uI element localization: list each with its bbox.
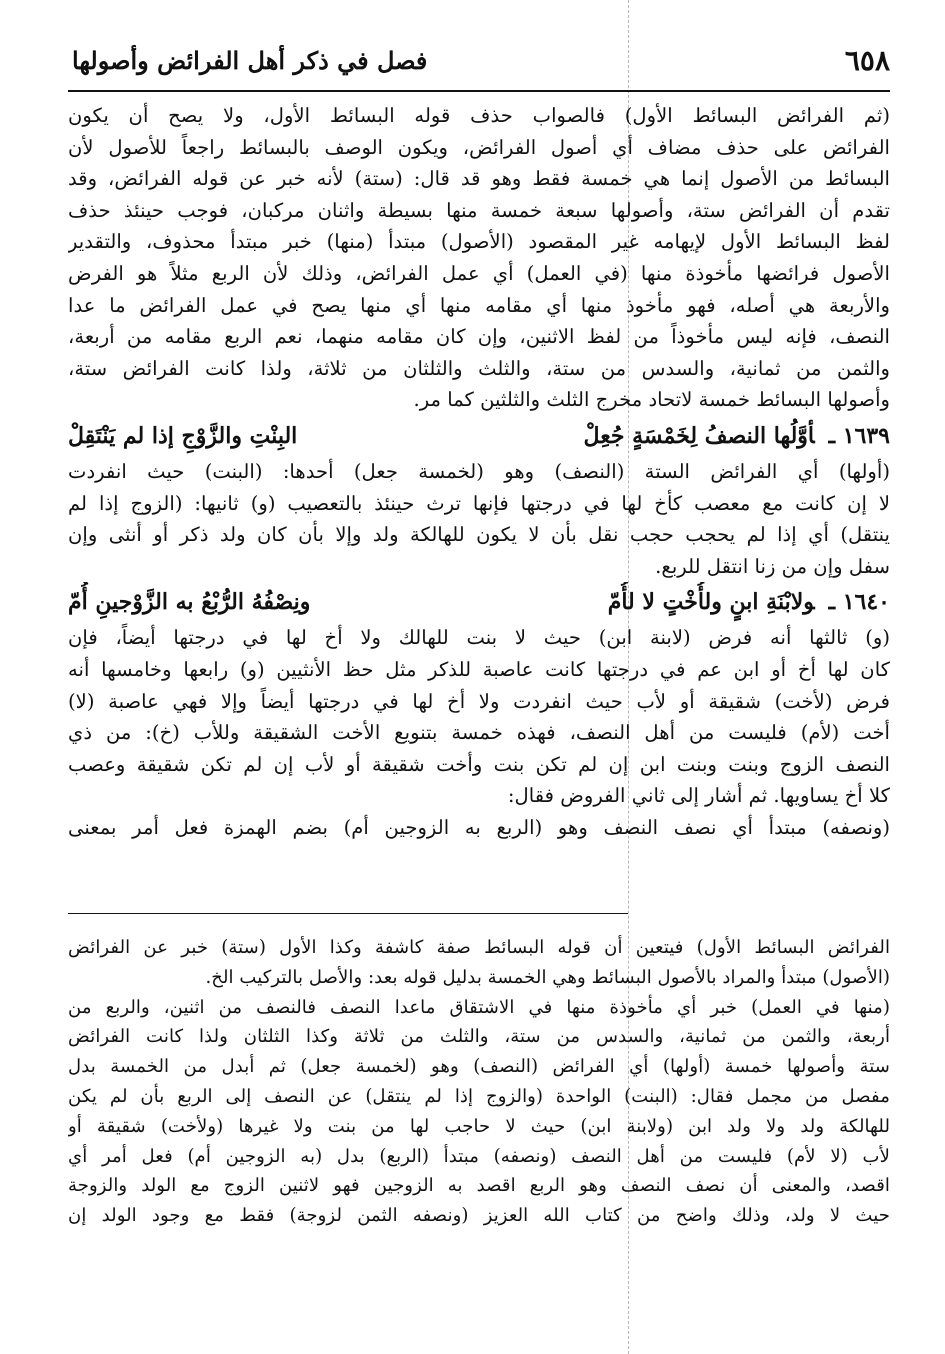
verse-first-hemistich [479, 582, 890, 622]
verse-first-hemistich-text: أوَّلُها النصفُ لِخَمْسَةٍ جُعِلْ [583, 422, 815, 449]
text-line: كلا أخ يساويها. ثم أشار إلى ثاني الفروض فقال: [507, 784, 890, 808]
text-line: كان لها أخ أو ابن عم في درجتها كانت عاصبة للذكر مثل حظ الأنثيين (و) رابعها وخامسها أنه [68, 657, 890, 681]
book-page [68, 38, 890, 1338]
text-line: البسائط من الأصول إنما هي خمسة فقط وهو قد قال: (ستة) لأنه خبر عن قوله الفرائض، وقد [68, 167, 890, 191]
verse-number: ١٦٣٩ ـ [828, 422, 890, 449]
verse-first-hemistich [479, 416, 890, 456]
footnote-line: أربعة، والثمن من ثمانية، والسدس من ستة، والثلث من ثلاثة وكذا الثلثان ولذا كانت الفرائض [68, 1026, 890, 1048]
header-rule [68, 90, 890, 92]
text-line: أخت (لأم) فليست من أهل النصف، فهذه خمسة بتنويع الأخت الشقيقة وللأب (خ): من ذي [68, 721, 890, 745]
footnote-line: للهالكة ولد ولا ولد ابن (ولابنة ابن) حيث لا حاجب لها من بنت ولا غيرها (ولأخت) شقيقة أو [68, 1115, 890, 1137]
footnote-line: (منها في العمل) خبر أي مأخوذة منها في الاشتقاق ماعدا النصف فالنصف من اثنين، والربع من [68, 996, 890, 1018]
footnote-line: الفرائض البسائط الأول) فيتعين أن قوله البسائط صفة كاشفة وكذا الأول (ستة) خبر عن الفرائض [68, 937, 890, 958]
text-line: (ونصفه) مبتدأ أي نصف النصف وهو (الربع به الزوجين أم) بضم الهمزة فعل أمر بمعنى [68, 815, 890, 839]
footnote-line: حيث لا ولد، وذلك واضح من كتاب الله العزيز (ونصفه الثمن لزوجة) فقط مع وجود الولد إن [68, 1205, 890, 1227]
footnotes [68, 933, 890, 1231]
footnote-separator [68, 913, 628, 914]
text-line: ينتقل) أي إذا لم يحجب حجب نقل بأن لا يكون للهالكة ولد وإلا بأن كان ولد ذكر أو أنثى وإن [68, 523, 890, 547]
text-line: الفرائض على حذف مضاف أي أصول الفرائض، ويكون الوصف بالبسائط راجعاً للأصول لأن [68, 135, 890, 159]
verse-first-hemistich-text: ولابْنَةِ ابنٍ ولأُخْتٍ لا لأُمّ [607, 589, 815, 616]
text-line: والثمن من ثمانية، والسدس من ستة، والثلث والثلثان من ثلاثة، ولذا كانت الفرائض ستة، [68, 356, 890, 380]
text-line: سفل وإن من زنا انتقل للربع. [655, 554, 890, 578]
verse-1639 [68, 416, 890, 456]
text-line: فرض (لأخت) شقيقة أو لأب حيث انفردت ولا أخ لها في درجتها أيضاً وإلا فهي عاصبة (لا) [68, 689, 890, 713]
verse-1640 [68, 582, 890, 622]
text-line: وأصولها البسائط خمسة لاتحاد مخرج الثلث والثلثين كما مر. [413, 388, 890, 412]
footnote-paragraph [68, 933, 890, 1231]
text-line: النصف، فإنه ليس مأخوذاً من لفظ الاثنين، وإن كان مقامه منهما، نعم الربع مقامه من أربعة، [68, 325, 890, 349]
footnote-line: مفصل من مجمل فقال: (البنت) الواحدة (والزوج إذا لم ينتقل) عن النصف إلى الربع بأن لم يكن [68, 1085, 890, 1107]
text-line: والأربعة هي أصله، فهو مأخوذ منها أي مقامه منها أي منها يصح في عمل الفرائض ما عدا [68, 293, 890, 317]
page-number: ٦٥٨ [844, 44, 890, 77]
text-line: تقدم أن الفرائض ستة، وأصولها سبعة خمسة منها بسيطة واثنان مركبان، فوجب حينئذ حذف [68, 198, 890, 222]
commentary-paragraph-2 [68, 456, 890, 582]
text-line: الأصول فرائضها مأخوذة منها (في العمل) أي عمل الفرائض، وذلك لأن الربع مثلاً هو الفرض [68, 261, 890, 285]
verse-number: ١٦٤٠ ـ [828, 589, 890, 616]
footnote-line: لأب (لا لأم) فليست من أهل النصف (ونصفه) مبتدأ (الربع) بدل (به الزوجين أم) فعل أمر أي [68, 1145, 890, 1167]
footnote-line: اقصد، والمعنى أن نصف النصف وهو الربع اقصد به الزوجين فهو لاثنين الزوج مع الولد والزوجة [68, 1175, 890, 1197]
text-line: النصف الزوج وبنت وبنت ابن إن لم تكن بنت وأخت شقيقة أو لأب إن لم تكن شقيقة وعصب [68, 752, 890, 776]
main-text [68, 100, 890, 843]
text-line: (أولها) أي الفرائض الستة (النصف) وهو (لخمسة جعل) أحدها: (البنت) حيث انفردت [68, 459, 890, 483]
verse-second-hemistich: ونِصْفُهُ الرُّبْعُ به الزَّوْجينِ أُمّ [68, 589, 311, 616]
commentary-paragraph-3 [68, 622, 890, 843]
page-header [68, 38, 890, 88]
footnote-line: (الأصول) مبتدأ والمراد بالأصول البسائط وهي الخمسة بدليل قوله بعد: والأصل بالتركيب الخ. [205, 966, 890, 988]
running-title: فصل في ذكر أهل الفرائض وأصولها [72, 46, 428, 75]
text-line: (و) ثالثها أنه فرض (لابنة ابن) حيث لا بنت للهالك ولا أخ لها في درجتها أيضاً، فإن [68, 626, 890, 650]
text-line: (ثم الفرائض البسائط الأول) فالصواب حذف قوله البسائط الأول، ولا يصح أن يكون [68, 104, 890, 127]
commentary-paragraph-1 [68, 100, 890, 416]
text-line: لفظ البسائط الأول لإيهامه غير المقصود (الأصول) مبتدأ (منها) خبر مبتدأ محذوف، والتقدير [68, 230, 890, 254]
footnote-line: ستة وأصولها خمسة (أولها) أي الفرائض (النصف) وهو (لخمسة جعل) ثم أبدل من الخمسة بدل [68, 1056, 890, 1078]
text-line: لا إن كانت مع معصب كأخ لها في درجتها فإنها ترث حينئذ بالتعصيب (و) ثانيها: (الزوج إذا لم [68, 491, 890, 515]
verse-second-hemistich: البِنْتِ والزَّوْجِ إذا لم يَنْتَقِلْ [68, 422, 298, 449]
